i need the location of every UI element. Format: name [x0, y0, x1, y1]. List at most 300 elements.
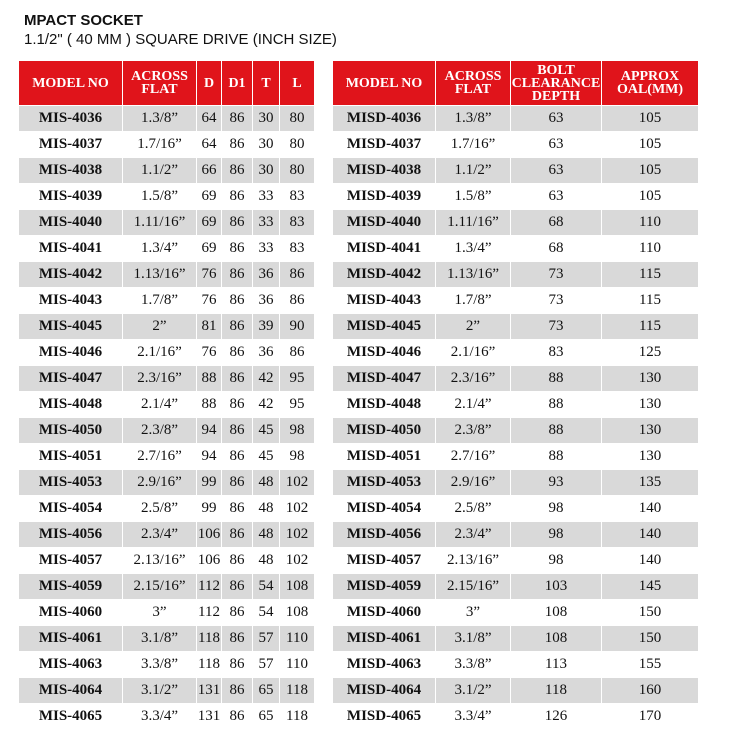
- cell-t: 65: [253, 678, 280, 704]
- cell-d: 99: [197, 496, 222, 522]
- cell-across-flat: 2.13/16”: [123, 548, 197, 574]
- cell-d: 112: [197, 600, 222, 626]
- cell-d: 94: [197, 418, 222, 444]
- cell-model-no-2: MISD-4050: [333, 418, 436, 444]
- header-row: [19, 61, 699, 106]
- column-separator: [315, 366, 333, 392]
- cell-model-no-2: MISD-4040: [333, 210, 436, 236]
- cell-t: 48: [253, 548, 280, 574]
- cell-model-no: MIS-4063: [19, 652, 123, 678]
- cell-bolt-clearance-depth: 63: [511, 106, 602, 132]
- cell-approx-oal: 130: [602, 444, 699, 470]
- table-row: [19, 548, 699, 574]
- cell-approx-oal: 130: [602, 392, 699, 418]
- cell-model-no: MIS-4036: [19, 106, 123, 132]
- cell-model-no-2: MISD-4045: [333, 314, 436, 340]
- cell-approx-oal: 115: [602, 262, 699, 288]
- column-separator: [315, 574, 333, 600]
- cell-approx-oal: 140: [602, 496, 699, 522]
- cell-d1: 86: [222, 288, 253, 314]
- cell-across-flat-2: 1.7/16”: [436, 132, 511, 158]
- cell-d: 88: [197, 366, 222, 392]
- cell-model-no: MIS-4053: [19, 470, 123, 496]
- cell-across-flat: 2.7/16”: [123, 444, 197, 470]
- cell-model-no: MIS-4050: [19, 418, 123, 444]
- cell-model-no: MIS-4037: [19, 132, 123, 158]
- cell-model-no: MIS-4064: [19, 678, 123, 704]
- cell-model-no: MIS-4051: [19, 444, 123, 470]
- cell-approx-oal: 130: [602, 366, 699, 392]
- cell-bolt-clearance-depth: 73: [511, 288, 602, 314]
- cell-t: 48: [253, 470, 280, 496]
- cell-model-no: MIS-4060: [19, 600, 123, 626]
- cell-d1: 86: [222, 496, 253, 522]
- cell-model-no: MIS-4047: [19, 366, 123, 392]
- cell-across-flat-2: 2.7/16”: [436, 444, 511, 470]
- cell-bolt-clearance-depth: 88: [511, 418, 602, 444]
- cell-d: 106: [197, 548, 222, 574]
- cell-approx-oal: 115: [602, 288, 699, 314]
- cell-across-flat: 3.1/2”: [123, 678, 197, 704]
- cell-bolt-clearance-depth: 88: [511, 392, 602, 418]
- cell-d1: 86: [222, 652, 253, 678]
- cell-d1: 86: [222, 184, 253, 210]
- cell-across-flat: 1.3/8”: [123, 106, 197, 132]
- column-separator: [315, 496, 333, 522]
- cell-model-no: MIS-4042: [19, 262, 123, 288]
- cell-model-no-2: MISD-4064: [333, 678, 436, 704]
- cell-model-no-2: MISD-4042: [333, 262, 436, 288]
- cell-model-no-2: MISD-4065: [333, 704, 436, 730]
- cell-d1: 86: [222, 470, 253, 496]
- cell-across-flat-2: 1.5/8”: [436, 184, 511, 210]
- cell-l: 110: [280, 626, 315, 652]
- cell-across-flat: 2.5/8”: [123, 496, 197, 522]
- table-row: [19, 522, 699, 548]
- cell-approx-oal: 135: [602, 470, 699, 496]
- cell-across-flat-2: 2.9/16”: [436, 470, 511, 496]
- cell-l: 102: [280, 548, 315, 574]
- cell-l: 98: [280, 444, 315, 470]
- cell-bolt-clearance-depth: 108: [511, 600, 602, 626]
- cell-d1: 86: [222, 574, 253, 600]
- cell-approx-oal: 160: [602, 678, 699, 704]
- cell-l: 95: [280, 392, 315, 418]
- cell-approx-oal: 130: [602, 418, 699, 444]
- cell-approx-oal: 105: [602, 106, 699, 132]
- cell-model-no-2: MISD-4059: [333, 574, 436, 600]
- header-model-no: MODEL NO: [19, 61, 123, 106]
- column-separator: [315, 210, 333, 236]
- table-row: [19, 106, 699, 132]
- cell-d: 118: [197, 626, 222, 652]
- header-t: T: [253, 61, 280, 106]
- column-separator: [315, 626, 333, 652]
- cell-across-flat-2: 1.13/16”: [436, 262, 511, 288]
- table-body: [19, 106, 699, 730]
- cell-d: 69: [197, 210, 222, 236]
- cell-d1: 86: [222, 314, 253, 340]
- column-separator: [315, 236, 333, 262]
- cell-approx-oal: 125: [602, 340, 699, 366]
- cell-l: 80: [280, 132, 315, 158]
- cell-d: 88: [197, 392, 222, 418]
- cell-d1: 86: [222, 522, 253, 548]
- cell-across-flat: 3.3/4”: [123, 704, 197, 730]
- cell-t: 65: [253, 704, 280, 730]
- cell-t: 48: [253, 522, 280, 548]
- cell-d: 131: [197, 704, 222, 730]
- cell-across-flat: 2.3/4”: [123, 522, 197, 548]
- cell-d1: 86: [222, 106, 253, 132]
- cell-t: 36: [253, 288, 280, 314]
- header-d: D: [197, 61, 222, 106]
- cell-across-flat: 1.3/4”: [123, 236, 197, 262]
- cell-approx-oal: 110: [602, 210, 699, 236]
- cell-bolt-clearance-depth: 126: [511, 704, 602, 730]
- cell-t: 33: [253, 210, 280, 236]
- column-separator: [315, 600, 333, 626]
- cell-across-flat-2: 1.7/8”: [436, 288, 511, 314]
- cell-t: 54: [253, 574, 280, 600]
- cell-model-no-2: MISD-4039: [333, 184, 436, 210]
- cell-across-flat: 1.11/16”: [123, 210, 197, 236]
- cell-approx-oal: 110: [602, 236, 699, 262]
- column-separator: [315, 652, 333, 678]
- table-row: [19, 132, 699, 158]
- cell-l: 80: [280, 158, 315, 184]
- cell-d1: 86: [222, 340, 253, 366]
- cell-d1: 86: [222, 132, 253, 158]
- cell-across-flat: 2.1/4”: [123, 392, 197, 418]
- cell-d: 106: [197, 522, 222, 548]
- cell-d: 76: [197, 340, 222, 366]
- cell-across-flat: 2.15/16”: [123, 574, 197, 600]
- cell-d1: 86: [222, 236, 253, 262]
- header-across-flat: ACROSS FLAT: [123, 61, 197, 106]
- cell-model-no-2: MISD-4056: [333, 522, 436, 548]
- table-row: [19, 340, 699, 366]
- cell-model-no-2: MISD-4036: [333, 106, 436, 132]
- cell-l: 86: [280, 340, 315, 366]
- table-row: [19, 678, 699, 704]
- header-l: L: [280, 61, 315, 106]
- cell-across-flat-2: 1.1/2”: [436, 158, 511, 184]
- cell-across-flat: 1.5/8”: [123, 184, 197, 210]
- cell-d1: 86: [222, 210, 253, 236]
- cell-d: 112: [197, 574, 222, 600]
- column-separator: [315, 158, 333, 184]
- column-separator: [315, 392, 333, 418]
- spec-table: [18, 60, 699, 730]
- cell-bolt-clearance-depth: 68: [511, 236, 602, 262]
- cell-model-no-2: MISD-4061: [333, 626, 436, 652]
- cell-bolt-clearance-depth: 113: [511, 652, 602, 678]
- cell-across-flat-2: 3.1/2”: [436, 678, 511, 704]
- cell-t: 33: [253, 184, 280, 210]
- cell-d: 69: [197, 236, 222, 262]
- cell-bolt-clearance-depth: 103: [511, 574, 602, 600]
- cell-approx-oal: 150: [602, 600, 699, 626]
- cell-across-flat-2: 2.15/16”: [436, 574, 511, 600]
- table-row: [19, 496, 699, 522]
- cell-d: 118: [197, 652, 222, 678]
- header-model-no-2: MODEL NO: [333, 61, 436, 106]
- cell-t: 42: [253, 392, 280, 418]
- cell-t: 42: [253, 366, 280, 392]
- cell-model-no-2: MISD-4046: [333, 340, 436, 366]
- table-row: [19, 704, 699, 730]
- column-separator: [315, 678, 333, 704]
- column-separator: [315, 470, 333, 496]
- cell-d: 81: [197, 314, 222, 340]
- cell-across-flat-2: 3.3/4”: [436, 704, 511, 730]
- cell-bolt-clearance-depth: 93: [511, 470, 602, 496]
- cell-approx-oal: 105: [602, 184, 699, 210]
- cell-d: 131: [197, 678, 222, 704]
- cell-t: 48: [253, 496, 280, 522]
- cell-across-flat-2: 3.3/8”: [436, 652, 511, 678]
- cell-across-flat: 1.13/16”: [123, 262, 197, 288]
- cell-t: 57: [253, 652, 280, 678]
- cell-bolt-clearance-depth: 98: [511, 522, 602, 548]
- cell-across-flat-2: 2.3/4”: [436, 522, 511, 548]
- column-separator: [315, 106, 333, 132]
- column-separator: [315, 288, 333, 314]
- cell-model-no: MIS-4046: [19, 340, 123, 366]
- table-row: [19, 262, 699, 288]
- cell-approx-oal: 140: [602, 522, 699, 548]
- cell-d: 76: [197, 288, 222, 314]
- table-row: [19, 366, 699, 392]
- cell-l: 83: [280, 184, 315, 210]
- cell-bolt-clearance-depth: 118: [511, 678, 602, 704]
- cell-d1: 86: [222, 626, 253, 652]
- cell-t: 36: [253, 340, 280, 366]
- table-row: [19, 236, 699, 262]
- cell-across-flat: 2.3/8”: [123, 418, 197, 444]
- cell-t: 57: [253, 626, 280, 652]
- cell-d1: 86: [222, 600, 253, 626]
- cell-bolt-clearance-depth: 88: [511, 366, 602, 392]
- cell-across-flat: 3”: [123, 600, 197, 626]
- cell-bolt-clearance-depth: 98: [511, 548, 602, 574]
- cell-l: 83: [280, 210, 315, 236]
- cell-model-no: MIS-4040: [19, 210, 123, 236]
- column-separator: [315, 262, 333, 288]
- cell-across-flat-2: 2.1/4”: [436, 392, 511, 418]
- cell-d1: 86: [222, 392, 253, 418]
- cell-t: 54: [253, 600, 280, 626]
- table-row: [19, 444, 699, 470]
- column-separator: [315, 522, 333, 548]
- cell-d1: 86: [222, 548, 253, 574]
- cell-approx-oal: 170: [602, 704, 699, 730]
- cell-t: 30: [253, 158, 280, 184]
- cell-approx-oal: 150: [602, 626, 699, 652]
- column-separator: [315, 548, 333, 574]
- table-row: [19, 184, 699, 210]
- cell-bolt-clearance-depth: 108: [511, 626, 602, 652]
- cell-l: 118: [280, 678, 315, 704]
- cell-model-no-2: MISD-4041: [333, 236, 436, 262]
- cell-d: 94: [197, 444, 222, 470]
- cell-model-no: MIS-4048: [19, 392, 123, 418]
- cell-t: 45: [253, 444, 280, 470]
- header-approx-oal: APPROX OAL(MM): [602, 61, 699, 106]
- cell-model-no-2: MISD-4057: [333, 548, 436, 574]
- cell-across-flat: 1.7/8”: [123, 288, 197, 314]
- column-separator: [315, 704, 333, 730]
- column-separator: [315, 184, 333, 210]
- cell-model-no-2: MISD-4048: [333, 392, 436, 418]
- table-row: [19, 574, 699, 600]
- cell-d1: 86: [222, 444, 253, 470]
- cell-l: 86: [280, 288, 315, 314]
- table-row: [19, 288, 699, 314]
- cell-d: 76: [197, 262, 222, 288]
- cell-across-flat: 1.7/16”: [123, 132, 197, 158]
- cell-t: 39: [253, 314, 280, 340]
- cell-d: 66: [197, 158, 222, 184]
- cell-l: 83: [280, 236, 315, 262]
- header-across-flat-2: ACROSS FLAT: [436, 61, 511, 106]
- cell-model-no: MIS-4056: [19, 522, 123, 548]
- cell-d: 69: [197, 184, 222, 210]
- cell-across-flat: 1.1/2”: [123, 158, 197, 184]
- cell-model-no: MIS-4043: [19, 288, 123, 314]
- cell-t: 30: [253, 106, 280, 132]
- table-row: [19, 600, 699, 626]
- cell-bolt-clearance-depth: 63: [511, 158, 602, 184]
- cell-across-flat-2: 1.3/8”: [436, 106, 511, 132]
- cell-model-no-2: MISD-4038: [333, 158, 436, 184]
- cell-across-flat-2: 1.3/4”: [436, 236, 511, 262]
- cell-model-no-2: MISD-4037: [333, 132, 436, 158]
- cell-t: 36: [253, 262, 280, 288]
- column-separator: [315, 314, 333, 340]
- cell-bolt-clearance-depth: 63: [511, 132, 602, 158]
- cell-across-flat-2: 2.1/16”: [436, 340, 511, 366]
- cell-d: 64: [197, 132, 222, 158]
- cell-bolt-clearance-depth: 68: [511, 210, 602, 236]
- cell-across-flat-2: 2”: [436, 314, 511, 340]
- cell-across-flat: 2.9/16”: [123, 470, 197, 496]
- cell-d: 64: [197, 106, 222, 132]
- cell-model-no: MIS-4061: [19, 626, 123, 652]
- cell-across-flat-2: 3”: [436, 600, 511, 626]
- cell-t: 33: [253, 236, 280, 262]
- cell-model-no: MIS-4041: [19, 236, 123, 262]
- cell-approx-oal: 105: [602, 132, 699, 158]
- cell-model-no-2: MISD-4043: [333, 288, 436, 314]
- cell-d1: 86: [222, 158, 253, 184]
- column-separator: [315, 61, 333, 106]
- cell-across-flat: 2.1/16”: [123, 340, 197, 366]
- cell-model-no-2: MISD-4047: [333, 366, 436, 392]
- cell-model-no-2: MISD-4054: [333, 496, 436, 522]
- cell-model-no: MIS-4038: [19, 158, 123, 184]
- cell-across-flat-2: 3.1/8”: [436, 626, 511, 652]
- cell-l: 80: [280, 106, 315, 132]
- cell-d: 99: [197, 470, 222, 496]
- cell-approx-oal: 145: [602, 574, 699, 600]
- table-row: [19, 392, 699, 418]
- cell-l: 98: [280, 418, 315, 444]
- cell-model-no: MIS-4045: [19, 314, 123, 340]
- cell-bolt-clearance-depth: 83: [511, 340, 602, 366]
- cell-model-no: MIS-4054: [19, 496, 123, 522]
- cell-l: 110: [280, 652, 315, 678]
- cell-bolt-clearance-depth: 73: [511, 314, 602, 340]
- cell-approx-oal: 140: [602, 548, 699, 574]
- table-row: [19, 158, 699, 184]
- cell-bolt-clearance-depth: 73: [511, 262, 602, 288]
- cell-l: 86: [280, 262, 315, 288]
- cell-model-no-2: MISD-4051: [333, 444, 436, 470]
- cell-l: 102: [280, 496, 315, 522]
- cell-l: 90: [280, 314, 315, 340]
- header-bolt-clearance-depth: BOLT CLEARANCE DEPTH: [511, 62, 601, 104]
- cell-across-flat: 3.3/8”: [123, 652, 197, 678]
- cell-across-flat: 2”: [123, 314, 197, 340]
- cell-across-flat-2: 2.5/8”: [436, 496, 511, 522]
- cell-l: 118: [280, 704, 315, 730]
- table-row: [19, 626, 699, 652]
- cell-across-flat-2: 2.13/16”: [436, 548, 511, 574]
- cell-across-flat-2: 2.3/8”: [436, 418, 511, 444]
- cell-model-no-2: MISD-4060: [333, 600, 436, 626]
- cell-model-no: MIS-4059: [19, 574, 123, 600]
- cell-d1: 86: [222, 678, 253, 704]
- cell-model-no-2: MISD-4063: [333, 652, 436, 678]
- cell-l: 108: [280, 574, 315, 600]
- cell-d1: 86: [222, 366, 253, 392]
- cell-across-flat-2: 1.11/16”: [436, 210, 511, 236]
- cell-approx-oal: 115: [602, 314, 699, 340]
- table-row: [19, 210, 699, 236]
- cell-approx-oal: 155: [602, 652, 699, 678]
- cell-t: 30: [253, 132, 280, 158]
- cell-model-no-2: MISD-4053: [333, 470, 436, 496]
- cell-bolt-clearance-depth: 88: [511, 444, 602, 470]
- cell-model-no: MIS-4065: [19, 704, 123, 730]
- cell-model-no: MIS-4039: [19, 184, 123, 210]
- cell-across-flat-2: 2.3/16”: [436, 366, 511, 392]
- column-separator: [315, 444, 333, 470]
- table-row: [19, 652, 699, 678]
- page-title: MPACT SOCKET: [24, 12, 143, 29]
- cell-l: 102: [280, 522, 315, 548]
- cell-d1: 86: [222, 262, 253, 288]
- cell-across-flat: 3.1/8”: [123, 626, 197, 652]
- page-subtitle: 1.1/2" ( 40 MM ) SQUARE DRIVE (INCH SIZE): [24, 31, 337, 48]
- table-row: [19, 470, 699, 496]
- table-row: [19, 314, 699, 340]
- cell-d1: 86: [222, 704, 253, 730]
- column-separator: [315, 340, 333, 366]
- cell-l: 95: [280, 366, 315, 392]
- cell-d1: 86: [222, 418, 253, 444]
- cell-l: 102: [280, 470, 315, 496]
- cell-l: 108: [280, 600, 315, 626]
- column-separator: [315, 418, 333, 444]
- cell-across-flat: 2.3/16”: [123, 366, 197, 392]
- header-d1: D1: [222, 61, 253, 106]
- table-row: [19, 418, 699, 444]
- cell-approx-oal: 105: [602, 158, 699, 184]
- cell-bolt-clearance-depth: 98: [511, 496, 602, 522]
